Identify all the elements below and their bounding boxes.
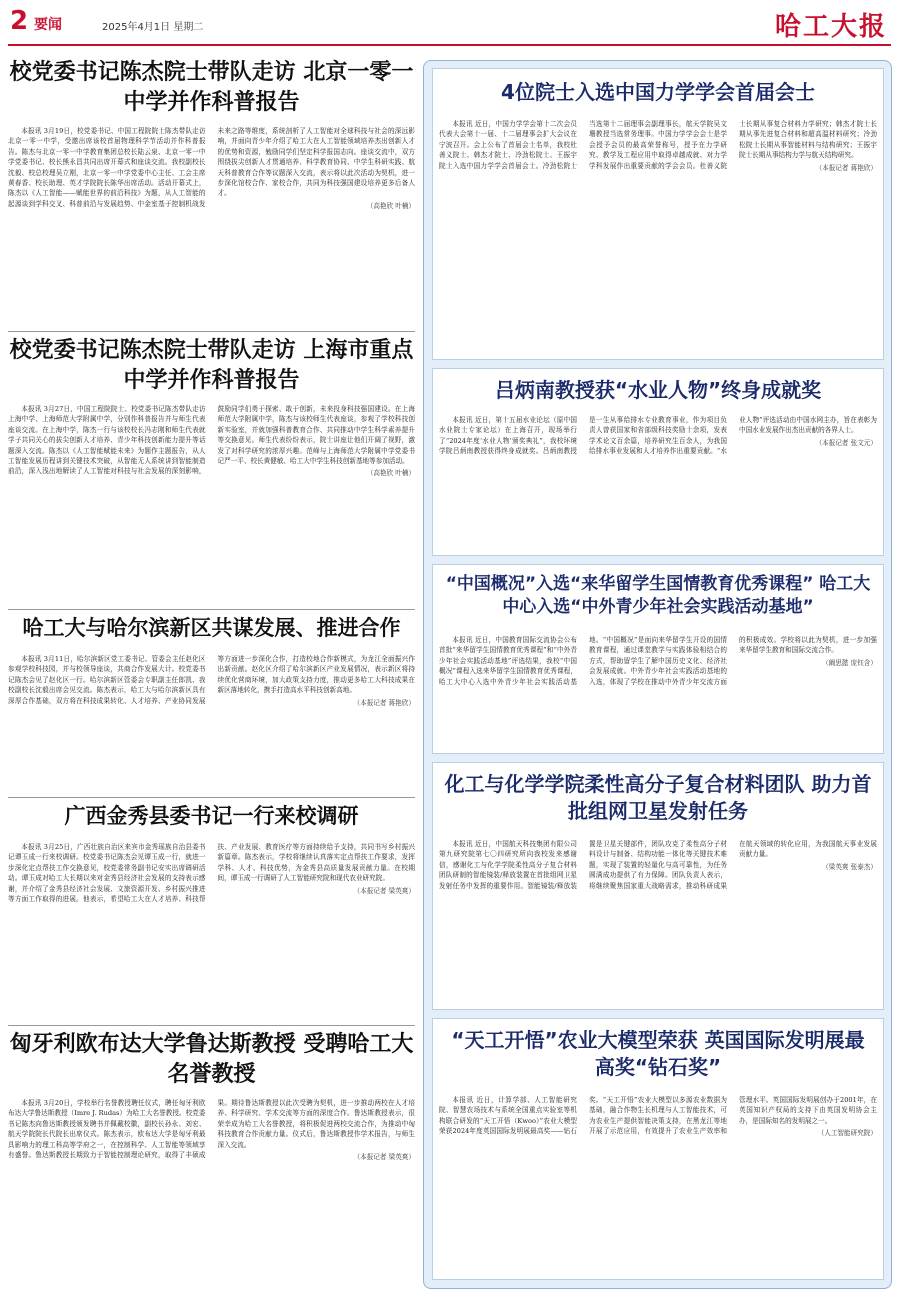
- article-headline: “中国概况”入选“来华留学生国情教育优秀课程” 哈工大中心入选“中外青少年社会实践活动基地”: [445, 574, 871, 617]
- article-byline: （本报记者 梁英爽）: [353, 1153, 415, 1162]
- article-body: [8, 126, 415, 326]
- article-body: [8, 1098, 415, 1290]
- article-headline: 4位院士入选中国力学学会首届会士: [501, 80, 815, 104]
- article-right-4: [432, 762, 884, 1010]
- article-headline: “天工开悟”农业大模型荣获 英国国际发明展最高奖“钻石奖”: [451, 1028, 865, 1079]
- article-right-3: [432, 564, 884, 754]
- article-text: 本报讯 3月25日，广西壮族自治区来宾市金秀瑶族自治县委书记谭玉成一行来校调研。校党委书记陈杰会见谭玉成一行，就进一步深化定点帮扶工作交换意见，校党委常务副书记安实出席调研活动。谭玉成对哈工大长期以来对金秀县经济社会发展的支持表示感谢，并介绍了金秀县经济社会发展、文旅资源开发、乡村振兴推进等方面工作取得的进展。他表示，希望哈工大在人才培养、科技帮扶、产业发展、教育医疗等方面持续给予支持，共同书写乡村振兴新篇章。陈杰表示，学校将继续认真落实定点帮扶工作要求，发挥学科、人才、科技优势，为金秀县高质量发展贡献力量。在校期间，谭玉成一行调研了人工智能研究院和现代农业研究院。: [8, 843, 415, 904]
- article-headline: 吕炳南教授获“水业人物”终身成就奖: [494, 378, 822, 402]
- article-byline: （阚思懿 庞钰含）: [822, 658, 877, 667]
- article-headline: 校党委书记陈杰院士带队走访 上海市重点中学并作科普报告: [9, 338, 414, 393]
- article-text: 本报讯 近日，中国航天科技集团有限公司第九研究院第七〇四研究所向我校发来感谢信，感谢化工与化学学院柔性高分子复合材料团队研制的智能镜装/释放装置在首批组网卫星发射任务中发挥的重要作用。智能镜装/释放装置是卫星关键部件，团队攻克了柔性高分子材料设计与制备、结构功能一体化等关键技术难题，实现了装置的轻量化与高可靠性，为任务圆满成功提供了有力保障。团队负责人表示，将继续聚焦国家重大战略需求，推动科研成果在航天领域的转化应用，为我国航天事业发展贡献力量。: [439, 840, 877, 890]
- page-header: [0, 0, 899, 52]
- article-left-3: [8, 614, 415, 794]
- article-byline: （高艳欣 叶楠）: [366, 469, 415, 478]
- masthead-logo: 哈工大报: [774, 12, 887, 42]
- article-body: [433, 411, 883, 549]
- article-byline: （人工智能研究院）: [817, 1129, 877, 1138]
- divider: [8, 1025, 415, 1026]
- article-byline: （本报记者 张文元）: [815, 438, 877, 447]
- article-byline: （本报记者 蒋艳欣）: [353, 698, 415, 707]
- article-body: [8, 654, 415, 792]
- article-byline: （本报记者 梁英爽）: [353, 886, 415, 895]
- article-headline: 化工与化学学院柔性高分子复合材料团队 助力首批组网卫星发射任务: [444, 772, 872, 823]
- article-headline: 哈工大与哈尔滨新区共谋发展、推进合作: [22, 616, 401, 640]
- article-byline: （梁英爽 张泰杰）: [822, 862, 877, 871]
- issue-date: 2025年4月1日 星期二: [102, 22, 204, 33]
- article-text: 本报讯 近日，中国力学学会第十二次会员代表大会第十一届、十二届理事会扩大会议在宁波召开。会上公布了首届会士名单，我校杜善义院士、韩杰才院士、冷劲松院士、王振宇院士入选中国力学学会首届会士。冷劲松院士当选第十二届理事会副理事长，航天学院吴文珊教授当选常务理事。中国力学学会会士是学会授予会员的最高荣誉称号，授予在力学研究、教学及工程应用中取得卓越成就、对力学学科发展作出重要贡献的学会会员。杜善义院士长期从事复合材料力学研究；韩杰才院士长期从事先进复合材料和超高温材料研究；冷劲松院士长期从事智能材料与结构研究；王振宇院士长期从事结构力学与航天结构研究。: [439, 120, 877, 170]
- divider: [8, 797, 415, 798]
- section-name: 要闻: [34, 17, 62, 33]
- article-body: [433, 835, 883, 1005]
- page-number: 2: [10, 6, 29, 36]
- article-text: 本报讯 近日，计算学部、人工智能研究院、智慧农场技术与系统全国重点实验室等机构联合研发的“天工开悟（Kwoo）”农业大模型荣获2024年度英国国际发明展最高奖——钻石奖。“天工开悟”农业大模型以多源农业数据为基础，融合作物生长机理与人工智能技术，可为农业生产提供智能决策支持，在黑龙江等地开展了示范应用，有效提升了农业生产效率和管理水平。英国国际发明展创办于2001年，在英国知识产权局的支持下由英国发明协会主办，是国际知名的发明展之一。: [439, 1096, 877, 1136]
- header-rule: [8, 44, 891, 46]
- article-left-4: [8, 802, 415, 1022]
- article-right-1: [432, 68, 884, 360]
- article-body: [433, 1091, 883, 1275]
- article-right-2: [432, 368, 884, 556]
- article-headline: 广西金秀县委书记一行来校调研: [64, 804, 359, 828]
- article-right-5: [432, 1018, 884, 1280]
- divider: [8, 331, 415, 332]
- article-body: [433, 631, 883, 749]
- article-byline: （高艳欣 叶楠）: [366, 201, 415, 210]
- article-headline: 匈牙利欧布达大学鲁达斯教授 受聘哈工大名誉教授: [9, 1032, 414, 1087]
- article-left-5: [8, 1030, 415, 1292]
- article-text: 本报讯 3月20日，学校举行名誉教授聘任仪式，聘任匈牙利欧布达大学鲁达斯教授（Imre J. Rudas）为哈工大名誉教授。校党委书记陈杰向鲁达斯教授颁发聘书并佩戴校徽，副校长孙永、刘宏、航天学院院长代院长出席仪式。陈杰表示，欧布达大学是匈牙利最具影响力的理工科高等学府之一，在控制科学、人工智能等领域享有盛誉。鲁达斯教授长期致力于智能控制理论研究，取得了丰硕成果。期待鲁达斯教授以此次受聘为契机，进一步推动两校在人才培养、科学研究、学术交流等方面的深度合作。鲁达斯教授表示，很荣幸成为哈工大名誉教授，将积极促进两校交流合作，为推动中匈科技教育合作贡献力量。仪式后，鲁达斯教授作学术报告，与师生深入交流。: [8, 1099, 415, 1160]
- divider: [8, 609, 415, 610]
- article-body: [8, 842, 415, 1020]
- article-byline: （本报记者 蒋艳欣）: [815, 163, 877, 172]
- article-text: 本报讯 近日，第十五届水业论坛（原中国水业院士专家论坛）在上海召开，现场举行了“2024年度‘水业人物’颁奖典礼”，我校环境学院吕炳南教授获得终身成就奖。吕炳南教授是一生从事给排水专业教育事业，作为项目负责人曾获国家和省部级科技奖励十余项，发表学术论文百余篇，培养研究生百余人，为我国给排水事业发展和人才培养作出重要贡献。“水业人物”评选活动由中国水网主办，旨在表彰为中国水业发展作出杰出贡献的各界人士。: [439, 416, 877, 456]
- article-headline: 校党委书记陈杰院士带队走访 北京一零一中学并作科普报告: [9, 60, 414, 115]
- article-text: 本报讯 3月27日，中国工程院院士、校党委书记陈杰带队走访上海中学、上海师范大学附属中学，分别作科普报告并与师生代表座谈交流。在上海中学，陈杰一行与该校校长冯志刚和师生代表就学子共同关心的拔尖创新人才培养、青少年科技创新能力提升等话题深入交流。陈杰以《人工智能赋能未来》为题作主题报告，从人工智能发展历程讲到关键技术突破，从智能无人系统讲到智能制造前沿，深入浅出地解读了人工智能对科技与社会发展的深刻影响，鼓励同学们勇于探索、敢于创新，未来投身科技强国建设。在上海师范大学附属中学，陈杰与该校师生代表座谈，参观了学校科技创新实验室，并就加强科普教育合作、共同推动中学生科学素养提升等交换意见。师生代表纷纷表示，院士讲座让他们开阔了视野，激发了对科学研究的浓厚兴趣。范峰与上海师范大学附属中学党委书记严一平、校长黄健敏、哈工大中学生科技创新基地等参加活动。: [8, 405, 415, 476]
- article-left-1: [8, 58, 415, 328]
- article-body: [8, 404, 415, 604]
- article-left-2: [8, 336, 415, 606]
- article-body: [433, 115, 883, 351]
- article-text: 本报讯 3月19日，校党委书记、中国工程院院士陈杰带队走访北京一零一中学，受邀出席该校首届物理科学节活动并作科普报告。陈杰与北京一零一中学教育集团总校长陆云泉、北京一零一中学党委书记、校长熊永昌共同出席开幕式和座谈交流。我校副校长沈毅、校总校理吴立刚，北京一零一中学党委中心主任、工会主席黄春香、校长助理、英才学院院长陈华出席活动。活动开幕式上，陈杰以《人工智能——赋能世界的前沿科技》为题，从人工智能的起源谈到学科交叉、科普前沿与发展趋势、中金室基于控制机战发未来之路等维度，系统剖析了人工智能对全球科技与社会的深远影响，并面向青少年介绍了哈工大在人工智能领域培养杰出创新人才的优势和资源，勉励同学们坚定科学报国志向。座谈交流中，双方围绕拔尖创新人才贯通培养、科学教育协同、中学生科研实践、航天科普教育合作等议题深入交流，表示将以此次活动为契机，进一步深化馆校合作、家校合作，共同为科技强国建设培养更多后备人才。: [8, 127, 415, 208]
- article-text: 本报讯 3月11日，哈尔滨新区党工委书记、管委会主任赵化区参观学校科技园，并与校领导座谈，共商合作发展大计。校党委书记陈杰会见了赵化区一行。哈尔滨新区管委会专职副主任郎凯、我校副校长沈毅出席会见交流。陈杰表示，哈工大与哈尔滨新区具有深厚合作基础，双方将在科技成果转化、人才培养、产业协同发展等方面进一步深化合作，打造校地合作新模式，为龙江全面振兴作出新贡献。赵化区介绍了哈尔滨新区产业发展情况，表示新区将持续优化营商环境，加大政策支持力度，推动更多哈工大科技成果在新区落地转化，携手打造高水平科技创新高地。: [8, 655, 415, 705]
- article-text: 本报讯 近日，中国教育国际交流协会公布首批“来华留学生国情教育优秀课程”和“中外青少年社会实践活动基地”评选结果，我校“中国概况”课程入选来华留学生国情教育优秀课程，哈工大中心入选中外青少年社会实践活动基地。“中国概况”是面向来华留学生开设的国情教育课程，通过课堂教学与实践体验相结合的方式，帮助留学生了解中国历史文化、经济社会发展成就。中外青少年社会实践活动基地的入选，体现了学校在推动中外青少年交流方面的积极成效。学校将以此为契机，进一步加强来华留学生教育和国际交流合作。: [439, 636, 877, 686]
